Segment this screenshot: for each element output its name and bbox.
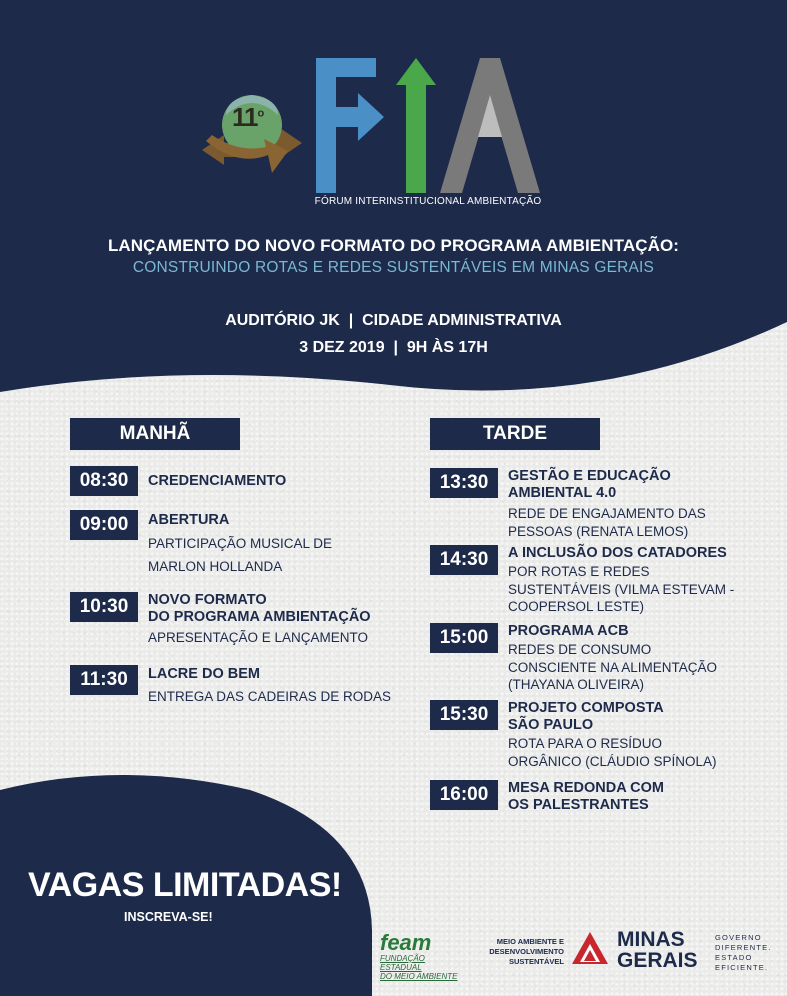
item-desc: ROTA PARA O RESÍDUO ORGÂNICO (CLÁUDIO SPÍNOLA) (508, 736, 717, 769)
item-title: LACRE DO BEM (148, 666, 260, 682)
feam-logo (380, 932, 460, 981)
schedule-item-afternoon-4 (430, 780, 664, 814)
feam-subtitle: FUNDAÇÃO ESTADUAL DO MEIO AMBIENTE (380, 954, 458, 981)
item-title: A INCLUSÃO DOS CATADORES (508, 545, 727, 561)
time-badge: 16:00 (430, 780, 498, 810)
item-title: NOVO FORMATO DO PROGRAMA AMBIENTAÇÃO (148, 592, 371, 625)
venue-place: AUDITÓRIO JK | CIDADE ADMINISTRATIVA (225, 312, 562, 329)
edition-number (232, 102, 263, 133)
time-badge: 13:30 (430, 468, 498, 498)
subheadline: CONSTRUINDO ROTAS E REDES SUSTENTÁVEIS EM MINAS GERAIS (132, 259, 655, 276)
feam-wordmark: feam (380, 930, 432, 955)
morning-header: MANHÃ (70, 418, 240, 450)
schedule-item-afternoon-3 (430, 700, 717, 770)
schedule-item-morning-0 (70, 466, 286, 496)
minas-gerais-triangle-icon (570, 930, 610, 966)
schedule-item-afternoon-2 (430, 623, 717, 694)
edition-value: 11 (232, 102, 258, 132)
item-title: ABERTURA (148, 512, 230, 528)
afternoon-header: TARDE (430, 418, 600, 450)
edition-suffix: o (257, 107, 264, 120)
time-badge: 08:30 (70, 466, 138, 496)
minas-gerais-wordmark: MINAS GERAIS (617, 928, 698, 972)
item-desc: POR ROTAS E REDES SUSTENTÁVEIS (VILMA ESTEVAM - COOPERSOL LESTE) (508, 564, 735, 614)
time-badge: 14:30 (430, 545, 498, 575)
schedule-item-morning-3 (70, 665, 391, 706)
item-desc: REDE DE ENGAJAMENTO DAS PESSOAS (RENATA LEMOS) (508, 506, 706, 539)
time-badge: 10:30 (70, 592, 138, 622)
time-badge: 15:00 (430, 623, 498, 653)
cta-headline: VAGAS LIMITADAS! (28, 866, 342, 904)
item-title: PROGRAMA ACB (508, 623, 629, 639)
time-badge: 09:00 (70, 510, 138, 540)
governo-tagline: GOVERNO DIFERENTE. ESTADO EFICIENTE. (715, 933, 772, 972)
letter-i-arrow (396, 58, 436, 193)
logo-subtitle: FÓRUM INTERINSTITUCIONAL AMBIENTAÇÃO (314, 196, 542, 207)
item-desc: REDES DE CONSUMO CONSCIENTE NA ALIMENTAÇÃO (THAYANA OLIVEIRA) (508, 642, 718, 692)
item-title: GESTÃO E EDUCAÇÃO AMBIENTAL 4.0 (508, 468, 671, 501)
venue-block (0, 307, 787, 361)
schedule-item-morning-1 (70, 510, 332, 578)
schedule-item-morning-2 (70, 592, 371, 647)
item-title: CREDENCIAMENTO (148, 473, 287, 489)
item-desc: ENTREGA DAS CADEIRAS DE RODAS (148, 689, 392, 704)
time-badge: 15:30 (430, 700, 498, 730)
time-badge: 11:30 (70, 665, 138, 695)
item-desc: PARTICIPAÇÃO MUSICAL DE MARLON HOLLANDA (148, 536, 333, 574)
item-title: PROJETO COMPOSTA SÃO PAULO (508, 700, 664, 733)
item-title: MESA REDONDA COM OS PALESTRANTES (508, 780, 665, 813)
fia-logo (198, 55, 543, 215)
schedule-item-afternoon-0 (430, 468, 706, 540)
schedule-item-afternoon-1 (430, 545, 734, 616)
headline: LANÇAMENTO DO NOVO FORMATO DO PROGRAMA AMBIENTAÇÃO: (107, 236, 680, 255)
item-desc: APRESENTAÇÃO E LANÇAMENTO (148, 630, 369, 645)
meio-ambiente-label: MEIO AMBIENTE E DESENVOLVIMENTO SUSTENTÁVEL (489, 937, 564, 966)
letter-f (316, 58, 384, 193)
cta-subline: INSCREVA-SE! (124, 910, 213, 924)
venue-date: 3 DEZ 2019 | 9H ÀS 17H (299, 339, 488, 356)
